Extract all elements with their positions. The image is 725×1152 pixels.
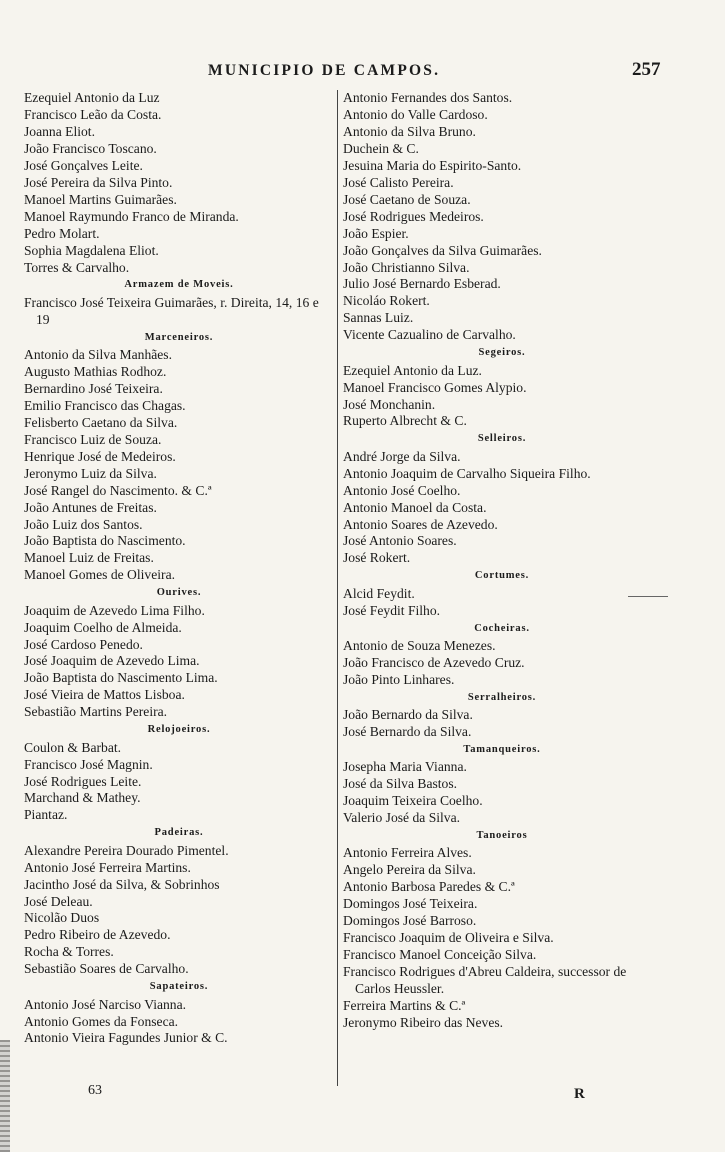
directory-entry: Bernardino José Teixeira.: [24, 380, 163, 396]
directory-entry: Nicolão Duos: [24, 910, 100, 926]
directory-entry: Domingos José Teixeira.: [343, 896, 478, 912]
section-heading: Marceneiros.: [144, 331, 214, 343]
directory-entry: José Deleau.: [24, 893, 93, 909]
section-heading: Cocheiras.: [474, 622, 530, 634]
directory-entry: Antonio Gomes da Fonseca.: [24, 1013, 179, 1029]
directory-entry: Antonio José Ferreira Martins.: [24, 859, 191, 875]
directory-entry: João Francisco de Azevedo Cruz.: [343, 654, 525, 670]
directory-entry: Sophia Magdalena Eliot.: [24, 242, 159, 258]
directory-entry: José Cardoso Penedo.: [24, 636, 143, 652]
directory-entry: Ezequiel Antonio da Luz.: [343, 362, 482, 378]
directory-entry: Antonio do Valle Cardoso.: [343, 106, 488, 122]
directory-entry: Valerio José da Silva.: [343, 810, 461, 826]
directory-entry: João Antunes de Freitas.: [24, 499, 157, 515]
section-heading: Relojoeiros.: [147, 724, 211, 736]
section-heading: Tamanqueiros.: [463, 743, 541, 755]
directory-entry: José Antonio Soares.: [343, 533, 457, 549]
directory-entry: Angelo Pereira da Silva.: [343, 862, 476, 878]
directory-entry: Pedro Ribeiro de Azevedo.: [24, 927, 171, 943]
directory-entry: Joaquim Coelho de Almeida.: [24, 619, 182, 635]
section-heading: Ourives.: [156, 587, 202, 599]
directory-entry: Jesuina Maria do Espirito-Santo.: [343, 157, 522, 173]
directory-entry: Antonio José Coelho.: [343, 482, 461, 498]
directory-entry: José Rodrigues Medeiros.: [343, 208, 484, 224]
section-heading: Serralheiros.: [467, 691, 537, 703]
directory-entry: Manoel Martins Guimarães.: [24, 191, 177, 207]
directory-entry: João Christianno Silva.: [343, 259, 470, 275]
section-heading: Tanoeiros: [476, 830, 528, 842]
left-column: [24, 90, 334, 1047]
directory-entry: Antonio Manoel da Costa.: [343, 499, 487, 515]
directory-entry: Emilio Francisco das Chagas.: [24, 397, 186, 413]
directory-entry: Manoel Gomes de Oliveira.: [24, 567, 175, 583]
directory-entry: Sannas Luiz.: [343, 310, 414, 326]
directory-entry: João Baptista do Nascimento Lima.: [24, 670, 218, 686]
directory-entry: Joaquim de Azevedo Lima Filho.: [24, 602, 205, 618]
directory-entry: Manoel Francisco Gomes Alypio.: [343, 379, 527, 395]
directory-entry: José Gonçalves Leite.: [24, 157, 143, 173]
directory-entry: Francisco José Teixeira Guimarães, r. Direita, 14, 16 e 19: [24, 294, 319, 327]
directory-entry: Augusto Mathias Rodhoz.: [24, 363, 167, 379]
signature-number: 63: [88, 1083, 102, 1098]
directory-entry: Ferreira Martins & C.ª: [343, 997, 466, 1013]
directory-entry: José Pereira da Silva Pinto.: [24, 174, 173, 190]
directory-entry: Alexandre Pereira Dourado Pimentel.: [24, 842, 229, 858]
directory-entry: João Gonçalves da Silva Guimarães.: [343, 242, 542, 258]
section-heading: Padeiras.: [154, 827, 204, 839]
directory-entry: José Caetano de Souza.: [343, 191, 471, 207]
directory-entry: João Luiz dos Santos.: [24, 516, 143, 532]
directory-entry: Antonio Fernandes dos Santos.: [343, 90, 513, 105]
directory-entry: Antonio Barbosa Paredes & C.ª: [343, 879, 515, 895]
directory-entry: Francisco José Magnin.: [24, 756, 153, 772]
directory-entry: Pedro Molart.: [24, 225, 100, 241]
directory-entry: Ezequiel Antonio da Luz: [24, 90, 160, 105]
directory-entry: Felisberto Caetano da Silva.: [24, 414, 178, 430]
directory-entry: Antonio de Souza Menezes.: [343, 637, 496, 653]
page-title: MUNICIPIO DE CAMPOS.: [208, 62, 441, 79]
directory-entry: Francisco Leão da Costa.: [24, 106, 162, 122]
directory-entry: Torres & Carvalho.: [24, 259, 130, 275]
directory-entry: José Monchanin.: [343, 396, 436, 412]
column-divider: [337, 90, 338, 1086]
directory-entry: José da Silva Bastos.: [343, 776, 458, 792]
directory-entry: Antonio da Silva Manhães.: [24, 346, 172, 362]
directory-entry: Josepha Maria Vianna.: [343, 759, 467, 775]
directory-entry: Piantaz.: [24, 807, 68, 823]
signature-letter: R: [574, 1086, 585, 1102]
directory-entry: João Francisco Toscano.: [24, 140, 157, 156]
directory-entry: Francisco Joaquim de Oliveira e Silva.: [343, 930, 554, 946]
directory-entry: Ruperto Albrecht & C.: [343, 413, 467, 429]
directory-entry: José Rokert.: [343, 550, 411, 566]
directory-entry: Jeronymo Luiz da Silva.: [24, 465, 157, 481]
directory-entry: André Jorge da Silva.: [343, 448, 461, 464]
margin-mark: [628, 596, 668, 597]
edge-smudge: [0, 1040, 10, 1152]
directory-entry: José Vieira de Mattos Lisboa.: [24, 687, 185, 703]
directory-entry: Antonio Soares de Azevedo.: [343, 516, 498, 532]
page-header: [0, 59, 725, 84]
directory-entry: Alcid Feydit.: [343, 585, 415, 601]
directory-entry: João Baptista do Nascimento.: [24, 533, 186, 549]
directory-entry: Duchein & C.: [343, 140, 419, 156]
directory-entry: Sebastião Martins Pereira.: [24, 704, 168, 720]
directory-entry: Joaquim Teixeira Coelho.: [343, 793, 483, 809]
directory-entry: José Joaquim de Azevedo Lima.: [24, 653, 200, 669]
directory-entry: Manoel Luiz de Freitas.: [24, 550, 154, 566]
right-column: [343, 90, 661, 1032]
directory-entry: Antonio Vieira Fagundes Junior & C.: [24, 1030, 228, 1046]
directory-entry: Julio José Bernardo Esberad.: [343, 276, 501, 292]
directory-entry: Nicoláo Rokert.: [343, 293, 430, 309]
section-heading: Armazem de Moveis.: [124, 279, 234, 291]
directory-entry: Jeronymo Ribeiro das Neves.: [343, 1014, 504, 1030]
directory-entry: Marchand & Mathey.: [24, 790, 141, 806]
section-heading: Segeiros.: [478, 347, 526, 359]
directory-entry: Francisco Manoel Conceição Silva.: [343, 947, 537, 963]
directory-entry: Jacintho José da Silva, & Sobrinhos: [24, 876, 220, 892]
section-heading: Sapateiros.: [149, 981, 209, 993]
directory-entry: José Calisto Pereira.: [343, 174, 454, 190]
directory-entry: Antonio Ferreira Alves.: [343, 845, 472, 861]
directory-entry: Joanna Eliot.: [24, 123, 95, 139]
directory-entry: José Rangel do Nascimento. & C.ª: [24, 482, 212, 498]
directory-entry: Antonio da Silva Bruno.: [343, 123, 476, 139]
directory-entry: Manoel Raymundo Franco de Miranda.: [24, 208, 239, 224]
directory-entry: Vicente Cazualino de Carvalho.: [343, 327, 516, 343]
directory-entry: José Feydit Filho.: [343, 602, 441, 618]
directory-entry: Domingos José Barroso.: [343, 913, 477, 929]
directory-entry: José Rodrigues Leite.: [24, 773, 142, 789]
directory-entry: Antonio Joaquim de Carvalho Siqueira Filho.: [343, 465, 591, 481]
directory-entry: João Bernardo da Silva.: [343, 707, 473, 723]
directory-entry: Henrique José de Medeiros.: [24, 448, 176, 464]
directory-entry: Francisco Luiz de Souza.: [24, 431, 162, 447]
page-number: 257: [632, 59, 661, 80]
section-heading: Cortumes.: [474, 570, 530, 582]
directory-entry: José Bernardo da Silva.: [343, 723, 472, 739]
directory-entry: Coulon & Barbat.: [24, 739, 122, 755]
directory-entry: João Pinto Linhares.: [343, 671, 455, 687]
section-heading: Selleiros.: [477, 433, 527, 445]
directory-entry: Rocha & Torres.: [24, 944, 114, 960]
directory-entry: Francisco Rodrigues d'Abreu Caldeira, successor de Carlos Heussler.: [343, 964, 627, 996]
directory-entry: João Espier.: [343, 225, 409, 241]
directory-entry: Antonio José Narciso Vianna.: [24, 996, 187, 1012]
directory-entry: Sebastião Soares de Carvalho.: [24, 961, 189, 977]
